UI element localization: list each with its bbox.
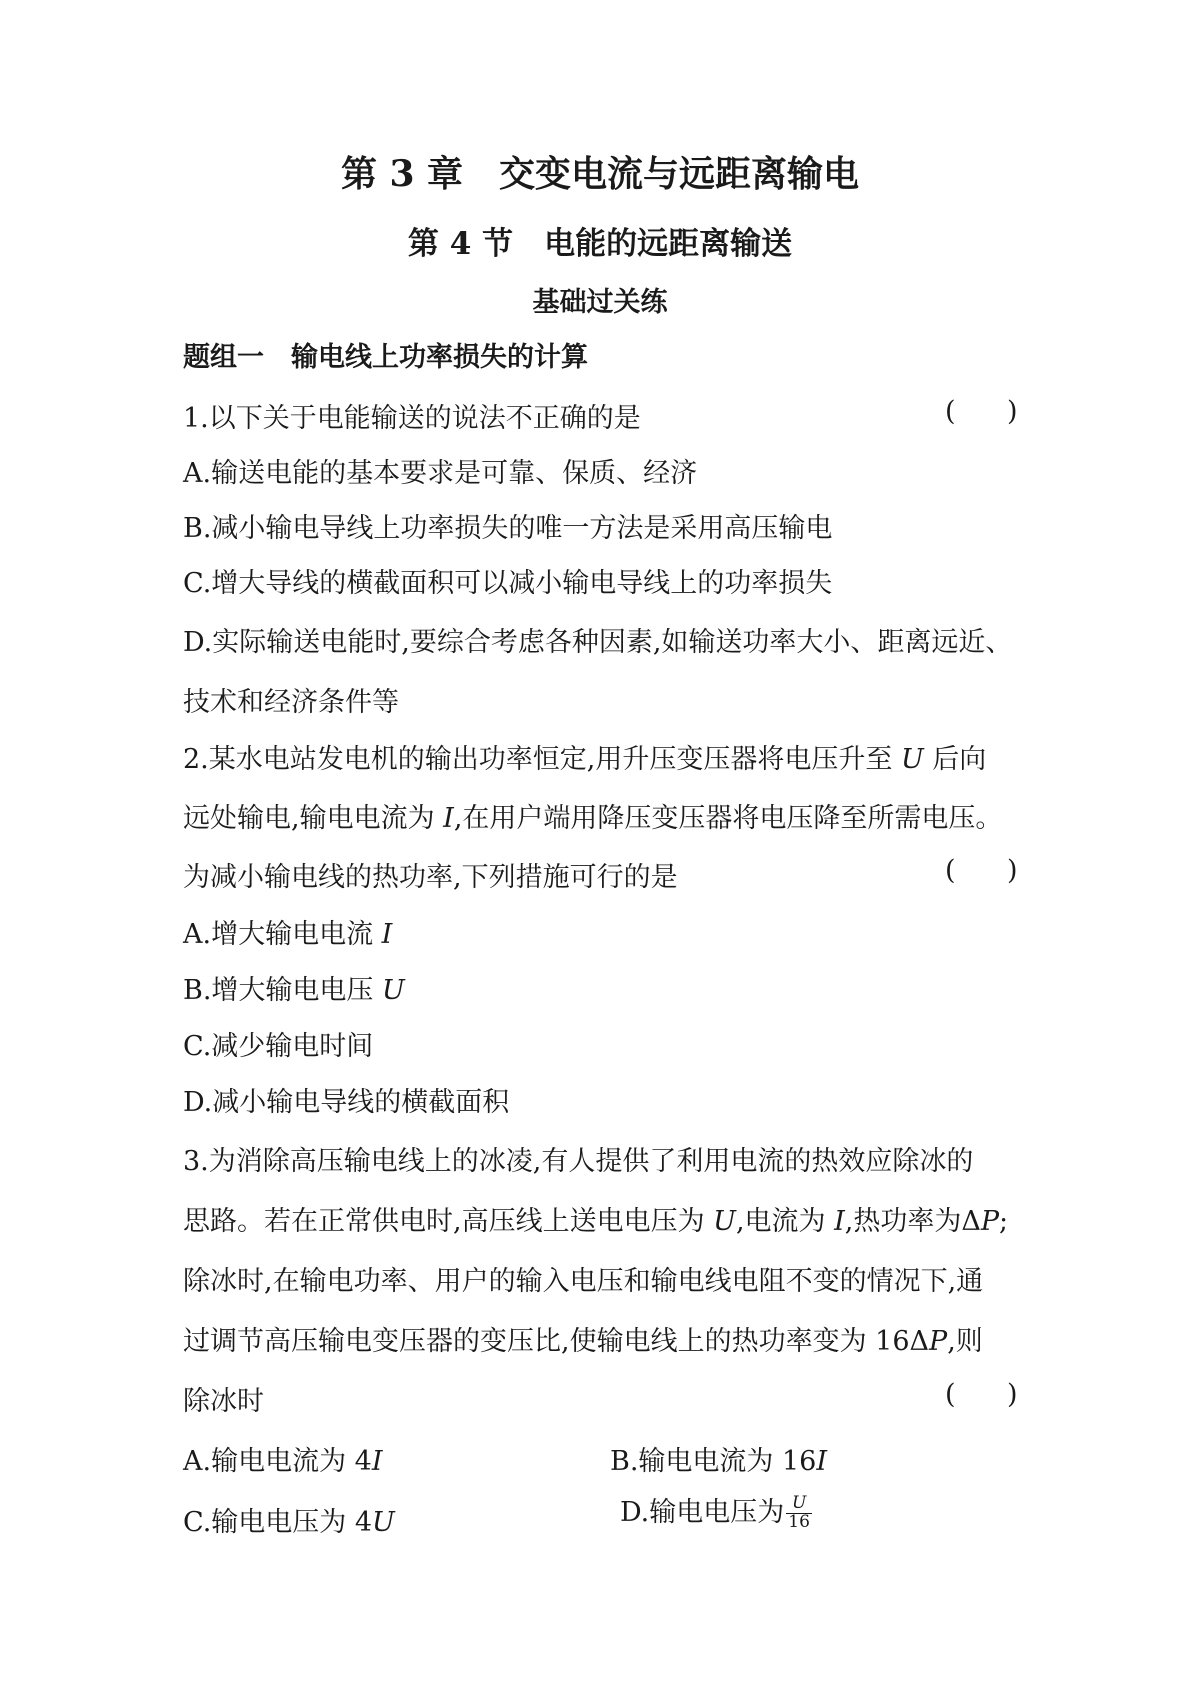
q3-stem-line4: 过调节高压输电变压器的变压比,使输电线上的热功率变为 16ΔP,则 (183, 1326, 983, 1357)
q3-answer-bracket: ( ) (945, 1379, 1018, 1410)
var-u: U (900, 744, 924, 775)
q2-option-a: A.增大输电电流 I (183, 919, 393, 950)
section-title: 第 4 节 电能的远距离输送 (407, 226, 793, 262)
q1-option-d-line1: D.实际输送电能时,要综合考虑各种因素,如输送功率大小、距离远近、 (183, 627, 1013, 658)
group-title: 题组一 输电线上功率损失的计算 (183, 342, 588, 373)
q2-stem-line3: 为减小输电线的热功率,下列措施可行的是 (183, 862, 678, 893)
q1-option-a: A.输送电能的基本要求是可靠、保质、经济 (183, 458, 698, 489)
q2-option-d: D.减小输电导线的横截面积 (183, 1087, 510, 1118)
q2-answer-bracket: ( ) (945, 855, 1018, 886)
fraction-u-over-16: $\frac{U}{16}$ (788, 1493, 810, 1532)
q2-stem-line1: 2.某水电站发电机的输出功率恒定,用升压变压器将电压升至 U 后向 (183, 744, 987, 775)
q1-option-b: B.减小输电导线上功率损失的唯一方法是采用高压输电 (183, 513, 833, 544)
chapter-title: 第 3 章 交变电流与远距离输电 (340, 153, 860, 195)
q3-option-b: B.输电电流为 16I (610, 1446, 828, 1477)
q1-answer-bracket: ( ) (945, 396, 1018, 427)
q3-stem-line5: 除冰时 (183, 1386, 264, 1417)
q3-stem-line1: 3.为消除高压输电线上的冰凌,有人提供了利用电流的热效应除冰的 (183, 1146, 974, 1177)
subsection-title: 基础过关练 (532, 287, 668, 318)
q3-option-a: A.输电电流为 4I (183, 1446, 383, 1477)
q3-stem-line3: 除冰时,在输电功率、用户的输入电压和输电线电阻不变的情况下,通 (183, 1266, 984, 1297)
q1-option-d-line2: 技术和经济条件等 (183, 687, 399, 718)
q1-stem: 1.以下关于电能输送的说法不正确的是 (183, 403, 641, 434)
q3-option-d: D.输电电压为 $\frac{U}{16}$ (620, 1493, 810, 1532)
q3-option-c: C.输电电压为 4U (183, 1507, 395, 1538)
q2-option-c: C.减少输电时间 (183, 1031, 374, 1062)
q1-option-c: C.增大导线的横截面积可以减小输电导线上的功率损失 (183, 568, 833, 599)
q2-stem-line2: 远处输电,输电电流为 I,在用户端用降压变压器将电压降至所需电压。 (183, 803, 1003, 834)
q3-stem-line2: 思路。若在正常供电时,高压线上送电电压为 U,电流为 I,热功率为ΔP; (183, 1206, 1009, 1237)
var-i: I (443, 803, 454, 834)
q2-option-b: B.增大输电电压 U (183, 975, 405, 1006)
